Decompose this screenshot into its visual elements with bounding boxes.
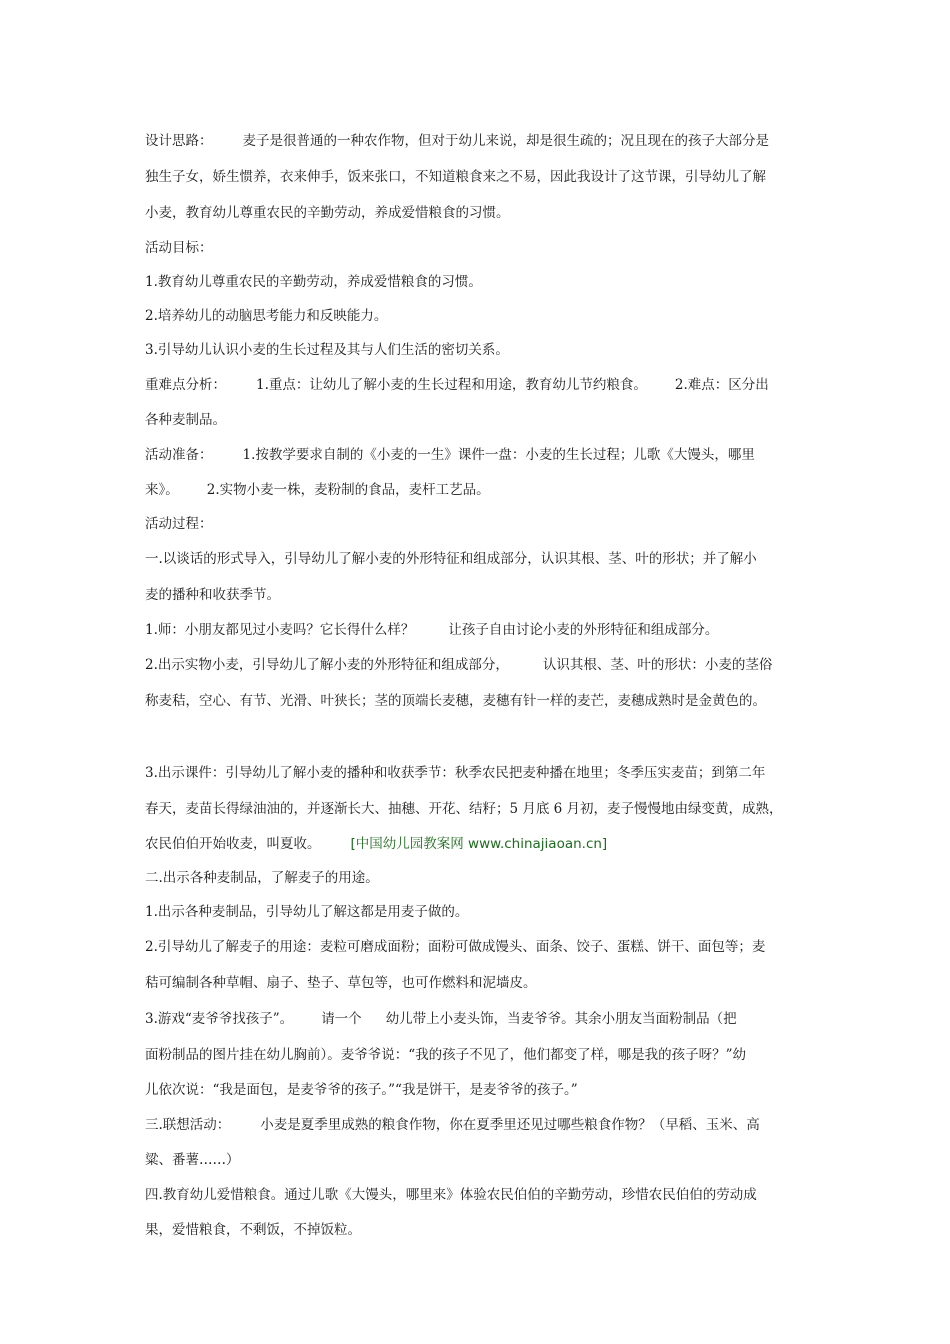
paragraph-line [145, 861, 815, 895]
text: 粱、番薯……） [145, 1152, 240, 1168]
heading-goals: 活动目标： [145, 240, 213, 256]
paragraph-line [145, 1073, 815, 1107]
paragraph-line [145, 195, 815, 231]
paragraph-line [145, 507, 815, 541]
text: 一.以谈话的形式导入，引导幼儿了解小麦的外形特征和组成部分，认识其根、茎、叶的形状；并了解小 [145, 551, 757, 567]
paragraph-line [145, 895, 815, 929]
text: 麦的播种和收获季节。 [145, 587, 280, 603]
text: 2.培养幼儿的动脑思考能力和反映能力。 [145, 308, 388, 324]
paragraph-line [145, 1143, 815, 1177]
text: 果，爱惜粮食，不剩饭，不掉饭粒。 [145, 1222, 361, 1238]
paragraph-line [145, 1037, 815, 1073]
paragraph-line [145, 965, 815, 1001]
text: 春天，麦苗长得绿油油的，并逐渐长大、抽穗、开花、结籽；5 月底 6 月初，麦子慢慢地由绿变黄，成熟， [145, 801, 783, 817]
paragraph-line [145, 299, 815, 333]
paragraph-line [145, 791, 815, 827]
paragraph-line [145, 123, 815, 159]
paragraph-line [145, 577, 815, 613]
paragraph-line [145, 231, 815, 265]
text: 1.师：小朋友都见过小麦吗？它长得什么样？ [145, 622, 415, 638]
text: 来》。 [145, 482, 179, 498]
text: 各种麦制品。 [145, 412, 226, 428]
paragraph-line [145, 827, 815, 861]
paragraph-line [145, 333, 815, 367]
text: 麦子是很普通的一种农作物，但对于幼儿来说，却是很生疏的；况且现在的孩子大部分是 [242, 133, 769, 149]
heading-association: 三.联想活动： [145, 1117, 231, 1133]
document-body [145, 123, 815, 1247]
text: 小麦是夏季里成熟的粮食作物，你在夏季里还见过哪些粮食作物？（早稻、玉米、高 [260, 1117, 760, 1133]
text: 1.重点：让幼儿了解小麦的生长过程和用途，教育幼儿节约粮食。 [256, 377, 647, 393]
paragraph-line [145, 265, 815, 299]
text: 3.出示课件：引导幼儿了解小麦的播种和收获季节：秋季农民把麦种播在地里；冬季压实麦苗；到第二年 [145, 765, 766, 781]
paragraph-line [145, 473, 815, 507]
paragraph-line [145, 929, 815, 965]
paragraph-line [145, 1001, 815, 1037]
paragraph-line [145, 613, 815, 647]
paragraph-line [145, 755, 815, 791]
text: 秸可编制各种草帽、扇子、垫子、草包等，也可作燃料和泥墙皮。 [145, 975, 537, 991]
paragraph-line [145, 1107, 815, 1143]
text: 让孩子自由讨论小麦的外形特征和组成部分。 [448, 622, 719, 638]
text: 2.出示实物小麦，引导幼儿了解小麦的外形特征和组成部分， [145, 657, 509, 673]
heading-key-points: 重难点分析： [145, 377, 226, 393]
paragraph-line [145, 159, 815, 195]
paragraph-line [145, 541, 815, 577]
text: 四.教育幼儿爱惜粮食。通过儿歌《大馒头，哪里来》体验农民伯伯的辛勤劳动，珍惜农民伯伯的劳动成 [145, 1187, 757, 1203]
text: 二.出示各种麦制品，了解麦子的用途。 [145, 870, 379, 886]
paragraph-line [145, 1177, 815, 1213]
text: 1.出示各种麦制品，引导幼儿了解这都是用麦子做的。 [145, 904, 469, 920]
heading-design: 设计思路： [145, 133, 213, 149]
text: 农民伯伯开始收麦，叫夏收。 [145, 836, 321, 852]
paragraph-line [145, 647, 815, 683]
text: 2.实物小麦一株，麦粉制的食品，麦杆工艺品。 [206, 482, 490, 498]
text: 2.引导幼儿了解麦子的用途：麦粒可磨成面粉；面粉可做成馒头、面条、饺子、蛋糕、饼干、面包等；麦 [145, 939, 766, 955]
text: 面粉制品的图片挂在幼儿胸前）。麦爷爷说：“我的孩子不见了，他们都变了样，哪是我的孩子呀？”幼 [145, 1047, 747, 1063]
spacer [145, 719, 815, 755]
paragraph-line [145, 1213, 815, 1247]
text: 1.按教学要求自制的《小麦的一生》课件一盘：小麦的生长过程；儿歌《大馒头，哪里 [242, 447, 755, 463]
heading-preparation: 活动准备： [145, 447, 213, 463]
text: 1.教育幼儿尊重农民的辛勤劳动，养成爱惜粮食的习惯。 [145, 274, 482, 290]
text: 幼儿带上小麦头饰，当麦爷爷。其余小朋友当面粉制品（把 [385, 1011, 737, 1027]
text: 独生子女，娇生惯养，衣来伸手，饭来张口，不知道粮食来之不易，因此我设计了这节课，引导幼儿了解 [145, 169, 766, 185]
paragraph-line [145, 683, 815, 719]
text: 2.难点：区分出 [674, 377, 769, 393]
text: 小麦，教育幼儿尊重农民的辛勤劳动，养成爱惜粮食的习惯。 [145, 205, 510, 221]
source-link[interactable]: [中国幼儿园教案网 www.chinajiaoan.cn] [350, 836, 608, 852]
paragraph-line [145, 367, 815, 403]
paragraph-line [145, 403, 815, 437]
text: 称麦秸，空心、有节、光滑、叶狭长；茎的顶端长麦穗，麦穗有针一样的麦芒，麦穗成熟时是金黄色的。 [145, 693, 766, 709]
text: 请一个 [321, 1011, 362, 1027]
text: 儿依次说：“我是面包，是麦爷爷的孩子。”“我是饼干，是麦爷爷的孩子。” [145, 1082, 578, 1098]
paragraph-line [145, 437, 815, 473]
text: 3.引导幼儿认识小麦的生长过程及其与人们生活的密切关系。 [145, 342, 509, 358]
heading-process: 活动过程： [145, 516, 213, 532]
text: 3.游戏“麦爷爷找孩子”。 [145, 1011, 294, 1027]
text: 认识其根、茎、叶的形状：小麦的茎俗 [542, 657, 773, 673]
